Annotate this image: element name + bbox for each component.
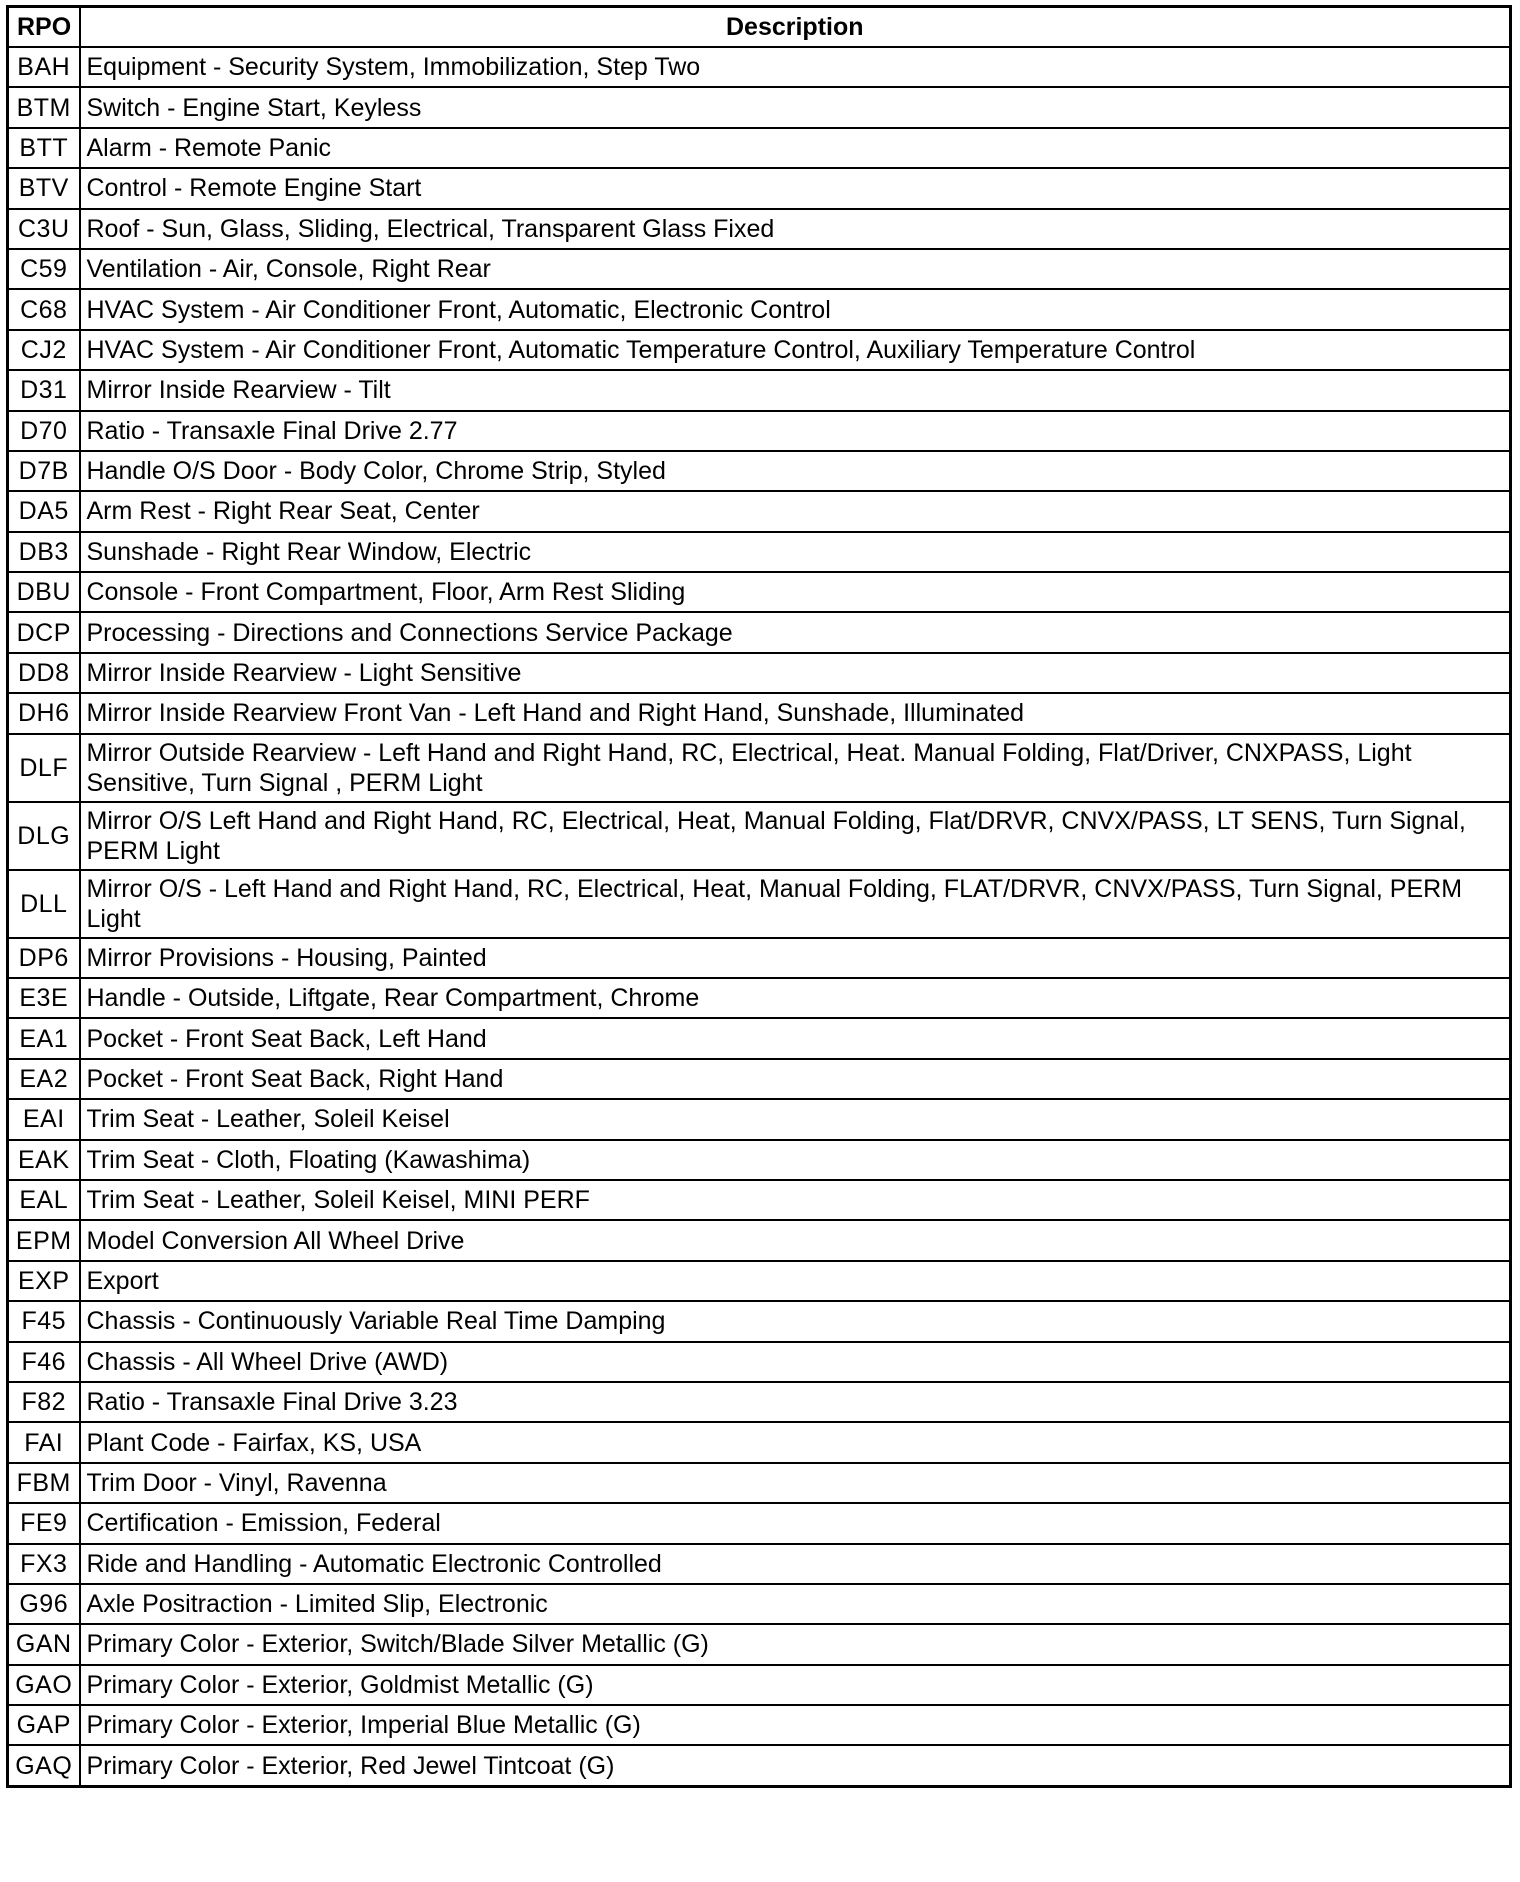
table-row <box>8 612 1511 652</box>
description-cell: Trim Seat - Leather, Soleil Keisel, MINI PERF <box>80 1180 1511 1220</box>
rpo-code-cell: FX3 <box>8 1544 80 1584</box>
rpo-code-cell: C59 <box>8 249 80 289</box>
rpo-code-cell: F45 <box>8 1301 80 1341</box>
rpo-code-cell: EAK <box>8 1140 80 1180</box>
rpo-table <box>6 5 1512 1788</box>
table-row <box>8 1018 1511 1058</box>
table-row <box>8 1705 1511 1745</box>
table-row <box>8 370 1511 410</box>
table-row <box>8 128 1511 168</box>
rpo-code-cell: EA2 <box>8 1059 80 1099</box>
description-cell: Mirror Inside Rearview - Tilt <box>80 370 1511 410</box>
rpo-code-cell: C68 <box>8 289 80 329</box>
rpo-code-cell: F46 <box>8 1342 80 1382</box>
description-cell: HVAC System - Air Conditioner Front, Automatic Temperature Control, Auxiliary Temperature Control <box>80 330 1511 370</box>
rpo-code-cell: DBU <box>8 572 80 612</box>
table-body <box>8 47 1511 1786</box>
table-row <box>8 249 1511 289</box>
rpo-code-cell: EPM <box>8 1220 80 1260</box>
description-cell: Control - Remote Engine Start <box>80 168 1511 208</box>
description-cell: Processing - Directions and Connections Service Package <box>80 612 1511 652</box>
table-row <box>8 1624 1511 1664</box>
table-row <box>8 1342 1511 1382</box>
table-row <box>8 1584 1511 1624</box>
table-row <box>8 87 1511 127</box>
description-cell: Certification - Emission, Federal <box>80 1503 1511 1543</box>
description-cell: Chassis - Continuously Variable Real Time Damping <box>80 1301 1511 1341</box>
rpo-code-cell: BTM <box>8 87 80 127</box>
rpo-code-cell: C3U <box>8 209 80 249</box>
table-row <box>8 1745 1511 1786</box>
rpo-code-cell: E3E <box>8 978 80 1018</box>
rpo-code-cell: D70 <box>8 411 80 451</box>
rpo-code-cell: DLL <box>8 870 80 938</box>
description-cell: Handle O/S Door - Body Color, Chrome Strip, Styled <box>80 451 1511 491</box>
table-row <box>8 802 1511 870</box>
table-row <box>8 572 1511 612</box>
description-cell: Primary Color - Exterior, Switch/Blade Silver Metallic (G) <box>80 1624 1511 1664</box>
table-row <box>8 1422 1511 1462</box>
description-cell: Pocket - Front Seat Back, Left Hand <box>80 1018 1511 1058</box>
table-row <box>8 653 1511 693</box>
table-row <box>8 1140 1511 1180</box>
table-row <box>8 1301 1511 1341</box>
table-row <box>8 870 1511 938</box>
rpo-code-cell: DLG <box>8 802 80 870</box>
rpo-column-header: RPO <box>8 7 80 48</box>
table-row <box>8 168 1511 208</box>
rpo-code-cell: BTV <box>8 168 80 208</box>
rpo-code-cell: DA5 <box>8 491 80 531</box>
table-row <box>8 978 1511 1018</box>
table-row <box>8 491 1511 531</box>
description-cell: Mirror O/S Left Hand and Right Hand, RC, Electrical, Heat, Manual Folding, Flat/DRVR, CNVX/PASS, LT SENS, Turn Signal, PERM Light <box>80 802 1511 870</box>
table-row <box>8 209 1511 249</box>
description-cell: Ride and Handling - Automatic Electronic Controlled <box>80 1544 1511 1584</box>
description-cell: Mirror Inside Rearview Front Van - Left Hand and Right Hand, Sunshade, Illuminated <box>80 693 1511 733</box>
table-row <box>8 1099 1511 1139</box>
rpo-code-cell: EXP <box>8 1261 80 1301</box>
description-cell: Console - Front Compartment, Floor, Arm Rest Sliding <box>80 572 1511 612</box>
rpo-code-cell: FBM <box>8 1463 80 1503</box>
description-cell: Plant Code - Fairfax, KS, USA <box>80 1422 1511 1462</box>
description-cell: Switch - Engine Start, Keyless <box>80 87 1511 127</box>
description-cell: Primary Color - Exterior, Red Jewel Tintcoat (G) <box>80 1745 1511 1786</box>
description-cell: Primary Color - Exterior, Goldmist Metallic (G) <box>80 1665 1511 1705</box>
description-column-header: Description <box>80 7 1511 48</box>
table-row <box>8 47 1511 87</box>
rpo-code-cell: DH6 <box>8 693 80 733</box>
rpo-code-cell: D7B <box>8 451 80 491</box>
table-row <box>8 1665 1511 1705</box>
rpo-code-cell: FAI <box>8 1422 80 1462</box>
table-row <box>8 693 1511 733</box>
table-row <box>8 289 1511 329</box>
table-row <box>8 1059 1511 1099</box>
rpo-code-cell: DB3 <box>8 532 80 572</box>
description-cell: Roof - Sun, Glass, Sliding, Electrical, Transparent Glass Fixed <box>80 209 1511 249</box>
description-cell: Sunshade - Right Rear Window, Electric <box>80 532 1511 572</box>
description-cell: Alarm - Remote Panic <box>80 128 1511 168</box>
table-row <box>8 532 1511 572</box>
table-row <box>8 411 1511 451</box>
rpo-code-cell: DCP <box>8 612 80 652</box>
rpo-code-cell: EAL <box>8 1180 80 1220</box>
rpo-code-cell: EA1 <box>8 1018 80 1058</box>
rpo-code-cell: G96 <box>8 1584 80 1624</box>
description-cell: Pocket - Front Seat Back, Right Hand <box>80 1059 1511 1099</box>
rpo-code-cell: EAI <box>8 1099 80 1139</box>
description-cell: Primary Color - Exterior, Imperial Blue Metallic (G) <box>80 1705 1511 1745</box>
table-row <box>8 734 1511 802</box>
description-cell: Export <box>80 1261 1511 1301</box>
description-cell: Axle Positraction - Limited Slip, Electronic <box>80 1584 1511 1624</box>
rpo-code-cell: F82 <box>8 1382 80 1422</box>
rpo-code-cell: GAP <box>8 1705 80 1745</box>
description-cell: Ratio - Transaxle Final Drive 3.23 <box>80 1382 1511 1422</box>
table-row <box>8 330 1511 370</box>
description-cell: Mirror Provisions - Housing, Painted <box>80 938 1511 978</box>
description-cell: Model Conversion All Wheel Drive <box>80 1220 1511 1260</box>
rpo-code-cell: BAH <box>8 47 80 87</box>
description-cell: Mirror O/S - Left Hand and Right Hand, RC, Electrical, Heat, Manual Folding, FLAT/DRVR, CNVX/PASS, Turn Signal, PERM Light <box>80 870 1511 938</box>
description-cell: Chassis - All Wheel Drive (AWD) <box>80 1342 1511 1382</box>
table-row <box>8 938 1511 978</box>
description-cell: Arm Rest - Right Rear Seat, Center <box>80 491 1511 531</box>
description-cell: Ratio - Transaxle Final Drive 2.77 <box>80 411 1511 451</box>
table-row <box>8 1261 1511 1301</box>
table-row <box>8 451 1511 491</box>
description-cell: Trim Seat - Cloth, Floating (Kawashima) <box>80 1140 1511 1180</box>
table-row <box>8 1463 1511 1503</box>
rpo-code-cell: CJ2 <box>8 330 80 370</box>
description-cell: Trim Seat - Leather, Soleil Keisel <box>80 1099 1511 1139</box>
rpo-code-cell: DLF <box>8 734 80 802</box>
table-row <box>8 1503 1511 1543</box>
table-row <box>8 1220 1511 1260</box>
table-row <box>8 1382 1511 1422</box>
description-cell: Handle - Outside, Liftgate, Rear Compartment, Chrome <box>80 978 1511 1018</box>
rpo-code-cell: BTT <box>8 128 80 168</box>
description-cell: Mirror Outside Rearview - Left Hand and Right Hand, RC, Electrical, Heat. Manual Folding, Flat/Driver, CNXPASS, Light Sensitive, Turn Signal , PERM Light <box>80 734 1511 802</box>
description-cell: Equipment - Security System, Immobilization, Step Two <box>80 47 1511 87</box>
table-row <box>8 1180 1511 1220</box>
rpo-code-cell: GAQ <box>8 1745 80 1786</box>
rpo-code-cell: FE9 <box>8 1503 80 1543</box>
rpo-code-cell: GAO <box>8 1665 80 1705</box>
rpo-code-cell: GAN <box>8 1624 80 1664</box>
description-cell: HVAC System - Air Conditioner Front, Automatic, Electronic Control <box>80 289 1511 329</box>
description-cell: Ventilation - Air, Console, Right Rear <box>80 249 1511 289</box>
description-cell: Mirror Inside Rearview - Light Sensitive <box>80 653 1511 693</box>
table-row <box>8 1544 1511 1584</box>
header-row <box>8 7 1511 48</box>
rpo-code-cell: DD8 <box>8 653 80 693</box>
rpo-code-cell: DP6 <box>8 938 80 978</box>
rpo-code-cell: D31 <box>8 370 80 410</box>
description-cell: Trim Door - Vinyl, Ravenna <box>80 1463 1511 1503</box>
